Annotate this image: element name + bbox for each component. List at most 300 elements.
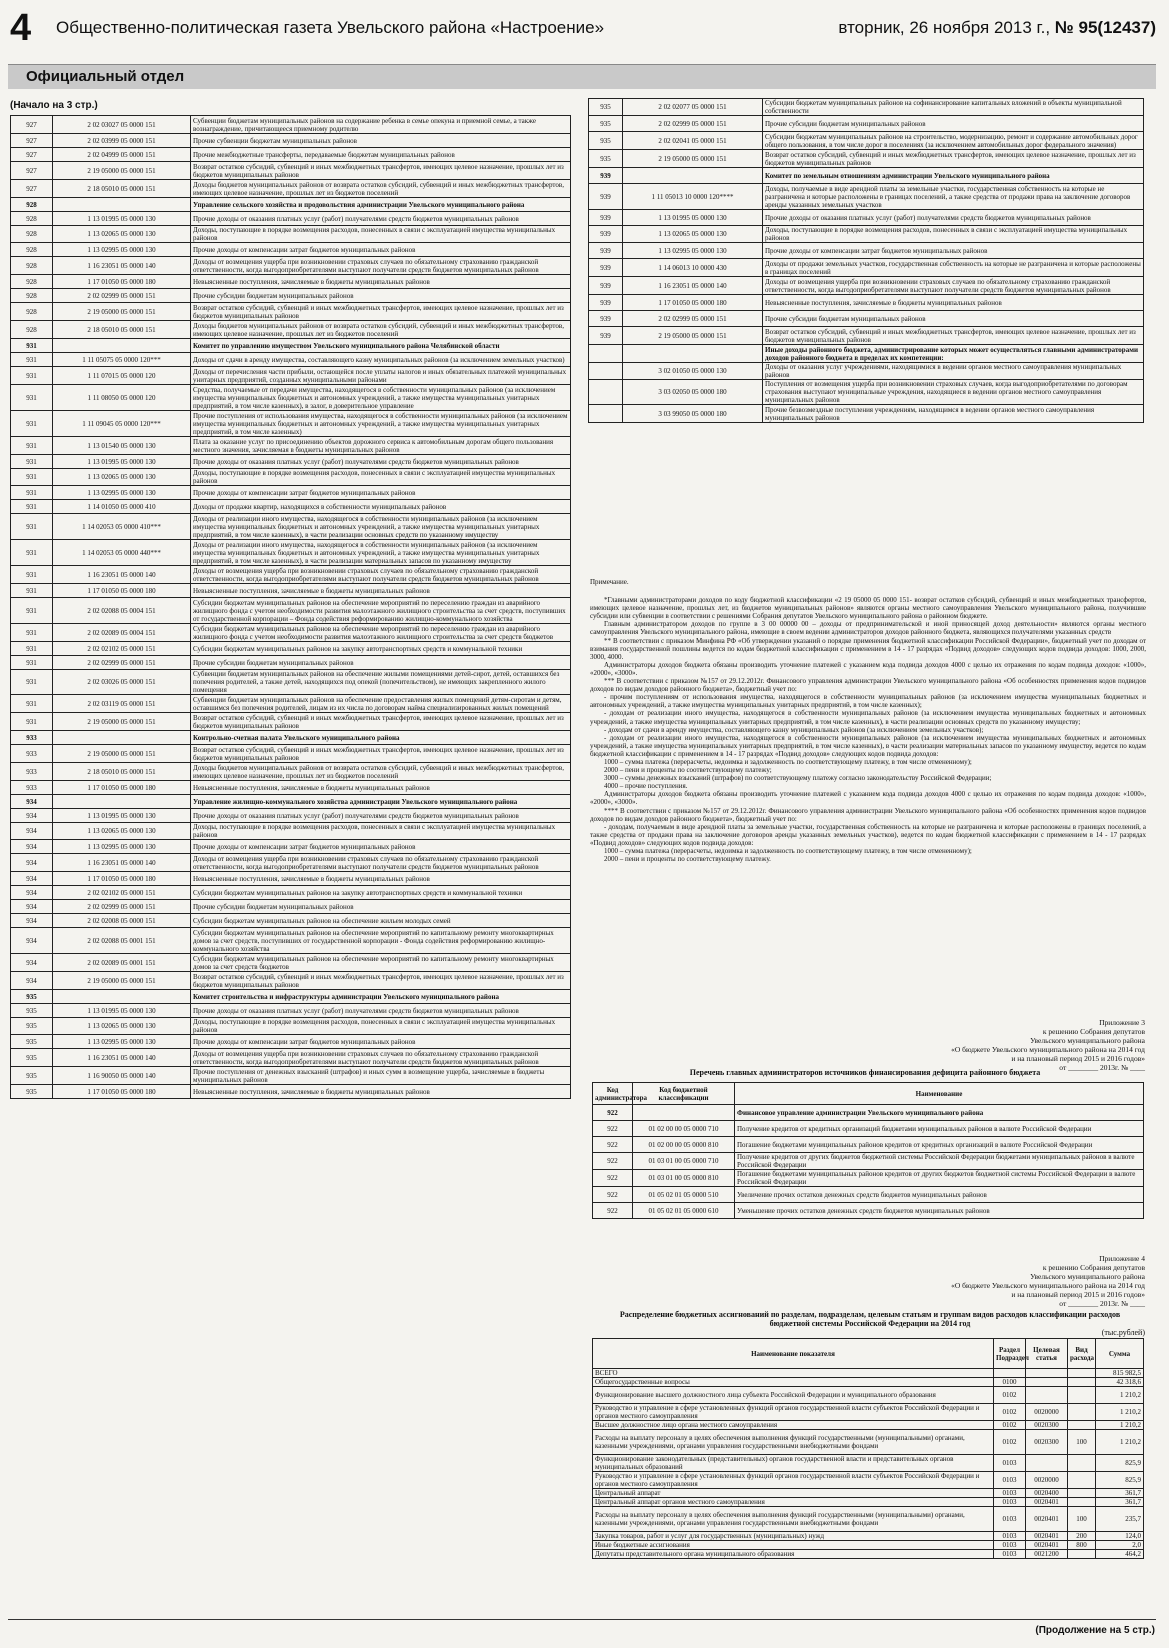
budget-code-cell: 2 18 05010 05 0000 151 xyxy=(53,763,191,781)
admin-code-cell: 931 xyxy=(11,486,53,500)
table-row xyxy=(11,469,571,486)
table-row xyxy=(589,327,1144,345)
newspaper-title: Общественно-политическая газета Увельского района «Настроение» xyxy=(56,18,605,37)
admin-code-cell: 934 xyxy=(11,809,53,823)
budget-code-cell: 2 02 03999 05 0000 151 xyxy=(53,134,191,148)
description-cell: Прочие доходы от компенсации затрат бюджетов муниципальных районов xyxy=(191,840,571,854)
appendix-line: к решению Собрания депутатов xyxy=(1042,1027,1145,1036)
table-row xyxy=(11,212,571,226)
table-row xyxy=(11,148,571,162)
indicator-name-cell: Руководство и управление в сфере установленных функций органов государственной власти субъектов Российской Федерации и органов местного самоуправления xyxy=(593,1404,994,1421)
note-paragraph: *** В соответствии с приказом №157 от 29.12.2012г. Финансового управления администрации Увельского муниципального района «Об особенностях применения кодов подвидов доходов по видам доходов районного бюджета», бюджетный учет по: xyxy=(590,677,1146,694)
table-row xyxy=(11,656,571,670)
table-row xyxy=(11,954,571,972)
budget-code-cell: 1 13 02065 05 0000 130 xyxy=(53,823,191,840)
notes-title: Примечание. xyxy=(590,578,629,586)
admin-code-cell: 931 xyxy=(11,624,53,642)
admin-code-cell: 931 xyxy=(11,598,53,624)
appendix-line: и на плановый период 2015 и 2016 годов» xyxy=(1011,1054,1145,1063)
budget-code-cell: 1 13 01995 05 0000 130 xyxy=(53,1004,191,1018)
section-code-cell: 0103 xyxy=(994,1489,1026,1498)
description-cell: Плата за оказание услуг по присоединению объектов дорожного сервиса к автомобильным дорогам общего пользования местного значения, зачисляемая в бюджеты муниципальных районов xyxy=(191,437,571,455)
admin-code-cell xyxy=(589,345,623,363)
admin-code-cell: 922 xyxy=(593,1137,633,1153)
admin-code-cell: 922 xyxy=(593,1105,633,1121)
description-cell: Субсидии бюджетам муниципальных районов на обеспечение жильем молодых семей xyxy=(191,914,571,928)
table-row xyxy=(11,566,571,584)
description-cell: Доходы от перечисления части прибыли, остающейся после уплаты налогов и иных обязательных платежей муниципальных унитарных предприятий, созданных муниципальными районами xyxy=(191,367,571,385)
budget-code-cell: 2 19 05000 05 0000 151 xyxy=(623,150,763,168)
target-item-cell: 0020401 xyxy=(1026,1507,1068,1532)
description-cell: Прочие доходы от оказания платных услуг (работ) получателями средств бюджетов муниципальных районов xyxy=(191,455,571,469)
description-cell: Доходы, поступающие в порядке возмещения расходов, понесенных в связи с эксплуатацией имущества муниципальных районов xyxy=(191,823,571,840)
note-paragraph: 4000 – прочие поступления. xyxy=(604,782,688,791)
budget-code-cell: 2 02 02089 05 0004 151 xyxy=(53,624,191,642)
description-cell: Невыясненные поступления, зачисляемые в бюджеты муниципальных районов xyxy=(191,872,571,886)
appendix3-title: Перечень главных администраторов источников финансирования дефицита районного бюджета xyxy=(689,1068,1041,1077)
table-row xyxy=(11,321,571,339)
admin-code-cell: 933 xyxy=(11,781,53,795)
indicator-name-cell: Центральный аппарат xyxy=(593,1489,994,1498)
bottom-rule xyxy=(8,1619,1156,1620)
description-cell: Доходы от возмещения ущерба при возникновении страховых случаев по обязательному страхованию гражданской ответственности, когда выгодоприобретателями выступают получатели средств бюджетов муниципальных районов xyxy=(191,1049,571,1067)
income-table-right xyxy=(588,98,1144,423)
column-header: Наименование показателя xyxy=(593,1339,994,1369)
budget-code-cell xyxy=(53,339,191,353)
table-row xyxy=(593,1550,1144,1559)
table-row xyxy=(593,1430,1144,1455)
appendix-line: и на плановый период 2015 и 2016 годов» xyxy=(1011,1290,1145,1299)
description-cell: Прочие субсидии бюджетам муниципальных районов xyxy=(191,289,571,303)
admin-code-cell: 939 xyxy=(589,259,623,277)
section-code-cell: 0103 xyxy=(994,1532,1026,1541)
description-cell: Комитет по управлению имуществом Увельского муниципального района Челябинской области xyxy=(191,339,571,353)
admin-code-cell: 927 xyxy=(11,162,53,180)
description-cell: Субсидии бюджетам муниципальных районов на закупку автотранспортных средств и коммунальной техники xyxy=(191,886,571,900)
admin-code-cell: 931 xyxy=(11,584,53,598)
table-row xyxy=(593,1105,1144,1121)
budget-code-cell: 1 13 01995 05 0000 130 xyxy=(53,809,191,823)
table-row xyxy=(593,1472,1144,1489)
note-paragraph: - доходам от сдачи в аренду имущества, составляющего казну муниципальных районов (за исключением земельных участков); xyxy=(604,725,984,734)
table-row xyxy=(11,1067,571,1085)
description-cell: Доходы от возмещения ущерба при возникновении страховых случаев по обязательному страхованию гражданской ответственности, когда выгодоприобретателями выступают получатели средств бюджетов муниципальных районов xyxy=(191,566,571,584)
description-cell: Доходы от реализации иного имущества, находящегося в собственности муниципальных районов (за исключением имущества муниципальных бюджетных и автономных учреждений, а также имущества муниципальных унитарных предприятий, в том числе казенных), в части реализации материальных запасов по указанному имуществу xyxy=(191,540,571,566)
admin-code-cell: 934 xyxy=(11,928,53,954)
indicator-name-cell: Центральный аппарат органов местного самоуправления xyxy=(593,1498,994,1507)
table-row xyxy=(589,116,1144,132)
section-banner xyxy=(8,64,1156,89)
admin-code-cell: 931 xyxy=(11,695,53,713)
budget-code-cell: 1 13 01540 05 0000 130 xyxy=(53,437,191,455)
table-row xyxy=(11,1004,571,1018)
budget-code-cell: 2 02 02008 05 0000 151 xyxy=(53,914,191,928)
budget-code-cell xyxy=(53,731,191,745)
budget-code-cell: 01 02 00 00 05 0000 710 xyxy=(633,1121,735,1137)
continued-from: (Начало на 3 стр.) xyxy=(10,100,98,111)
admin-code-cell: 935 xyxy=(11,1018,53,1035)
table-row xyxy=(11,809,571,823)
description-cell: Невыясненные поступления, зачисляемые в бюджеты муниципальных районов xyxy=(191,781,571,795)
description-cell: Доходы от возмещения ущерба при возникновении страховых случаев по обязательному страхованию гражданской ответственности, когда выгодоприобретателями выступают получатели средств бюджетов муниципальных районов xyxy=(191,257,571,275)
appendix-line: Приложение 4 xyxy=(1099,1254,1145,1263)
budget-code-cell: 1 17 01050 05 0000 180 xyxy=(53,781,191,795)
note-paragraph: 1000 – сумма платежа (перерасчеты, недоимка и задолженность по соответствующему платежу, в том числе отмененному); xyxy=(604,847,972,855)
budget-code-cell: 1 13 01995 05 0000 130 xyxy=(623,210,763,226)
budget-code-cell: 1 13 02995 05 0000 130 xyxy=(53,1035,191,1049)
table-row xyxy=(593,1378,1144,1387)
description-cell: Субсидии бюджетам муниципальных районов на строительство, модернизацию, ремонт и содержание автомобильных дорог общего пользования, в том числе дорог в поселениях (за исключением автомобильных дорог федерального значения) xyxy=(763,132,1144,150)
admin-code-cell: 931 xyxy=(11,500,53,514)
indicator-name-cell: Функционирование законодательных (представительных) органов государственной власти и представительных органов муниципальных образований xyxy=(593,1455,994,1472)
budget-code-cell: 01 05 02 01 05 0000 510 xyxy=(633,1187,735,1203)
section-code-cell: 0103 xyxy=(994,1472,1026,1489)
admin-code-cell: 935 xyxy=(11,1035,53,1049)
description-cell: Прочие доходы от оказания платных услуг (работ) получателями средств бюджетов муниципальных районов xyxy=(763,210,1144,226)
indicator-name-cell: Иные бюджетные ассигнования xyxy=(593,1541,994,1550)
expense-type-cell xyxy=(1068,1387,1096,1404)
admin-code-cell: 922 xyxy=(593,1187,633,1203)
description-cell: Доходы бюджетов муниципальных районов от возврата остатков субсидий, субвенций и иных межбюджетных трансфертов, имеющих целевое назначение, прошлых лет из бюджетов поселений xyxy=(191,763,571,781)
admin-code-cell: 931 xyxy=(11,353,53,367)
admin-code-cell: 939 xyxy=(589,295,623,311)
column-header: Наименование xyxy=(735,1083,1144,1105)
budget-code-cell: 3 03 02050 05 0000 180 xyxy=(623,380,763,405)
expense-type-cell: 800 xyxy=(1068,1541,1096,1550)
target-item-cell xyxy=(1026,1455,1068,1472)
amount-cell: 124,0 xyxy=(1096,1532,1144,1541)
budget-code-cell: 1 14 01050 05 0000 410 xyxy=(53,500,191,514)
table-row xyxy=(11,180,571,198)
admin-code-cell: 922 xyxy=(593,1121,633,1137)
target-item-cell: 0021200 xyxy=(1026,1550,1068,1559)
appendix-line: «О бюджете Увельского муниципального района на 2014 год xyxy=(951,1281,1145,1290)
table-row xyxy=(593,1455,1144,1472)
appendix4-table xyxy=(592,1338,1144,1559)
admin-code-cell: 931 xyxy=(11,514,53,540)
admin-code-cell: 927 xyxy=(11,180,53,198)
admin-code-cell: 928 xyxy=(11,226,53,243)
table-row xyxy=(593,1187,1144,1203)
section-code-cell: 0102 xyxy=(994,1421,1026,1430)
table-row xyxy=(11,486,571,500)
description-cell: Доходы от оказания услуг учреждениями, находящимися в ведении органов местного самоуправления муниципальных районов xyxy=(763,363,1144,380)
admin-code-cell: 922 xyxy=(593,1170,633,1187)
budget-code-cell xyxy=(53,795,191,809)
budget-code-cell: 2 19 05000 05 0000 151 xyxy=(53,303,191,321)
admin-code-cell: 934 xyxy=(11,840,53,854)
section-code-cell: 0100 xyxy=(994,1378,1026,1387)
table-row xyxy=(11,411,571,437)
admin-code-cell: 939 xyxy=(589,184,623,210)
target-item-cell: 0020000 xyxy=(1026,1404,1068,1421)
table-row xyxy=(11,713,571,731)
amount-cell: 1 210,2 xyxy=(1096,1421,1144,1430)
expense-type-cell xyxy=(1068,1421,1096,1430)
budget-code-cell: 2 18 05010 05 0000 151 xyxy=(53,180,191,198)
table-row xyxy=(593,1170,1144,1187)
description-cell: Доходы от продажи квартир, находящихся в собственности муниципальных районов xyxy=(191,500,571,514)
description-cell: Прочие субсидии бюджетам муниципальных районов xyxy=(763,116,1144,132)
table-row xyxy=(589,345,1144,363)
table-row xyxy=(11,795,571,809)
table-row xyxy=(11,886,571,900)
table-row xyxy=(589,168,1144,184)
expense-type-cell xyxy=(1068,1472,1096,1489)
page-number: 4 xyxy=(10,7,32,49)
amount-cell: 815 982,5 xyxy=(1096,1369,1144,1378)
budget-code-cell: 1 13 02065 05 0000 130 xyxy=(53,1018,191,1035)
section-code-cell xyxy=(994,1369,1026,1378)
table-row xyxy=(11,731,571,745)
section-code-cell: 0103 xyxy=(994,1541,1026,1550)
admin-code-cell: 939 xyxy=(589,226,623,243)
budget-code-cell: 2 19 05000 05 0000 151 xyxy=(53,745,191,763)
table-row xyxy=(11,1085,571,1099)
indicator-name-cell: Функционирование высшего должностного лица субъекта Российской Федерации и муниципального образования xyxy=(593,1387,994,1404)
description-cell: Доходы от возмещения ущерба при возникновении страховых случаев по обязательному страхованию гражданской ответственности, когда выгодоприобретателями выступают получатели средств бюджетов муниципальных районов xyxy=(763,277,1144,295)
admin-code-cell: 939 xyxy=(589,311,623,327)
table-row xyxy=(11,624,571,642)
table-row xyxy=(593,1421,1144,1430)
budget-code-cell: 3 03 99050 05 0000 180 xyxy=(623,405,763,423)
admin-code-cell: 939 xyxy=(589,327,623,345)
table-row xyxy=(593,1404,1144,1421)
description-cell: Доходы, получаемые в виде арендной платы за земельные участки, государственная собственность на которые не разграничена и которые расположены в границах поселений, а также средства от продажи права на заключение договоров аренды указанных земельных участков xyxy=(763,184,1144,210)
budget-code-cell: 2 02 03027 05 0000 151 xyxy=(53,116,191,134)
admin-code-cell: 931 xyxy=(11,642,53,656)
description-cell: Субсидии бюджетам муниципальных районов на софинансирование капитальных вложений в объекты муниципальной собственности xyxy=(763,99,1144,116)
description-cell: Субвенции бюджетам муниципальных районов на обеспечение жилыми помещениями детей-сирот, детей, оставшихся без попечения родителей, а также детей, находящихся под опекой (попечительством), не имеющих закрепленного жилого помещения xyxy=(191,670,571,695)
table-row xyxy=(589,150,1144,168)
notes-block xyxy=(590,578,1146,863)
description-cell: Субсидии бюджетам муниципальных районов на обеспечение мероприятий по капитальному ремонту многоквартирных домов за счет средств бюджетов xyxy=(191,954,571,972)
expense-type-cell xyxy=(1068,1489,1096,1498)
description-cell: Невыясненные поступления, зачисляемые в бюджеты муниципальных районов xyxy=(763,295,1144,311)
budget-code-cell: 01 02 00 00 05 0000 810 xyxy=(633,1137,735,1153)
column-header: Раздел Подраздел xyxy=(994,1339,1026,1369)
description-cell: Прочие поступления от использования имущества, находящегося в собственности муниципальных районов (за исключением имущества муниципальных бюджетных и автономных учреждений, а также имущества муниципальных унитарных предприятий, в том числе казенных) xyxy=(191,411,571,437)
budget-code-cell: 2 02 02089 05 0001 151 xyxy=(53,954,191,972)
description-cell: Субсидии бюджетам муниципальных районов на обеспечение мероприятий по переселению граждан из аварийного жилищного фонда с учетом необходимости развития малоэтажного жилищного строительства за счет средств, поступивших от государственной корпорации – Фонда содействия реформированию жилищно-коммунального хозяйства xyxy=(191,598,571,624)
appendix-line: Приложение 3 xyxy=(1099,1018,1145,1027)
table-row xyxy=(11,1035,571,1049)
note-paragraph: Главным администратором доходов по группе в 3 00 00000 00 – доходы от предпринимательской и иной приносящей доход деятельности» являются органы местного самоуправления Увельского муниципального района, имеющие в своем ведении администраторов доходов районного бюджета, являющихся получателями указанных средств xyxy=(590,620,1146,637)
expense-type-cell xyxy=(1068,1378,1096,1387)
admin-code-cell: 928 xyxy=(11,275,53,289)
description-cell: Доходы от возмещения ущерба при возникновении страховых случаев по обязательному страхованию гражданской ответственности, когда выгодоприобретателями выступают получатели средств бюджетов муниципальных районов xyxy=(191,854,571,872)
description-cell: Управление сельского хозяйства и продовольствия администрации Увельского муниципального района xyxy=(191,198,571,212)
description-cell: Погашение бюджетами муниципальных районов кредитов от других бюджетов бюджетной системы Российской Федерации в валюте Российской Федерации xyxy=(735,1170,1144,1187)
note-paragraph: - доходам от реализации иного имущества, находящегося в собственности муниципальных районов (за исключением имущества муниципальных бюджетных и автономных учреждений, а также имущества муниципальных унитарных предприятий, в том числе казенных), в части реализации основных средств по указанному имуществу; xyxy=(590,709,1146,726)
admin-code-cell: 931 xyxy=(11,540,53,566)
note-paragraph: 2000 – пени и проценты по соответствующему платежу; xyxy=(604,766,772,775)
description-cell: Доходы, поступающие в порядке возмещения расходов, понесенных в связи с эксплуатацией имущества муниципальных районов xyxy=(191,469,571,486)
note-paragraph: 3000 – суммы денежных взысканий (штрафов) по соответствующему платежу согласно законодательству Российской Федерации; xyxy=(604,774,992,783)
amount-cell: 235,7 xyxy=(1096,1507,1144,1532)
table-row xyxy=(11,303,571,321)
table-row xyxy=(593,1498,1144,1507)
table-row xyxy=(11,1018,571,1035)
budget-code-cell: 1 16 23051 05 0000 140 xyxy=(53,854,191,872)
table-row xyxy=(589,259,1144,277)
note-paragraph: - доходам, получаемым в виде арендной платы за земельные участки, государственная собственность на которые не разграничена и которые расположены в границах поселений, а также средства от продажи права на заключение договоров аренды указанных земельных участков), ведется по кодам бюджетной классификации с применением в 14 - 17 разрядах «Подвид доходов» следующих кодов подвида доходов: xyxy=(590,822,1146,847)
table-row xyxy=(589,311,1144,327)
table-row xyxy=(11,872,571,886)
admin-code-cell: 934 xyxy=(11,954,53,972)
admin-code-cell: 931 xyxy=(11,469,53,486)
budget-code-cell: 2 19 05000 05 0000 151 xyxy=(623,327,763,345)
indicator-name-cell: ВСЕГО xyxy=(593,1369,994,1378)
description-cell: Комитет по земельным отношениям администрации Увельского муниципального района xyxy=(763,168,1144,184)
appendix3-heading xyxy=(951,1018,1145,1072)
table-row xyxy=(11,990,571,1004)
description-cell: Уменьшение прочих остатков денежных средств бюджетов муниципальных районов xyxy=(735,1203,1144,1219)
admin-code-cell: 931 xyxy=(11,367,53,385)
admin-code-cell: 935 xyxy=(11,1085,53,1099)
admin-code-cell: 934 xyxy=(11,854,53,872)
description-cell: Прочие безвозмездные поступления учреждениям, находящимся в ведении органов местного самоуправления муниципальных районов xyxy=(763,405,1144,423)
admin-code-cell: 939 xyxy=(589,277,623,295)
table-row xyxy=(593,1203,1144,1219)
description-cell: Возврат остатков субсидий, субвенций и иных межбюджетных трансфертов, имеющих целевое назначение, прошлых лет из бюджетов муниципальных районов xyxy=(191,303,571,321)
target-item-cell: 0020400 xyxy=(1026,1489,1068,1498)
budget-code-cell: 2 18 05010 05 0000 151 xyxy=(53,321,191,339)
appendix-line: Увельского муниципального района xyxy=(1030,1272,1145,1281)
appendix-line: от ________ 2013г. № ____ xyxy=(1059,1063,1145,1072)
budget-code-cell: 2 02 02102 05 0000 151 xyxy=(53,886,191,900)
budget-code-cell: 1 16 23051 05 0000 140 xyxy=(53,257,191,275)
table-row xyxy=(11,745,571,763)
expense-type-cell: 100 xyxy=(1068,1507,1096,1532)
column-header: Код администратора xyxy=(593,1083,633,1105)
table-row xyxy=(593,1489,1144,1498)
table-row xyxy=(11,514,571,540)
table-row xyxy=(11,116,571,134)
amount-cell: 42 318,6 xyxy=(1096,1378,1144,1387)
table-row xyxy=(589,99,1144,116)
budget-code-cell: 1 11 07015 05 0000 120 xyxy=(53,367,191,385)
expense-type-cell xyxy=(1068,1550,1096,1559)
admin-code-cell: 922 xyxy=(593,1153,633,1170)
budget-code-cell: 2 02 02999 05 0000 151 xyxy=(623,311,763,327)
budget-code-cell: 1 16 23051 05 0000 140 xyxy=(53,1049,191,1067)
admin-code-cell: 935 xyxy=(11,1049,53,1067)
budget-code-cell: 2 02 02077 05 0000 151 xyxy=(623,99,763,116)
units-label: (тыс.рублей) xyxy=(1101,1328,1145,1337)
description-cell: Доходы, поступающие в порядке возмещения расходов, понесенных в связи с эксплуатацией имущества муниципальных районов xyxy=(191,1018,571,1035)
table-row xyxy=(11,598,571,624)
budget-code-cell: 1 14 06013 10 0000 430 xyxy=(623,259,763,277)
section-code-cell: 0102 xyxy=(994,1404,1026,1421)
description-cell: Доходы от реализации иного имущества, находящегося в собственности муниципальных районов (за исключением имущества муниципальных бюджетных и автономных учреждений, а также имущества муниципальных унитарных предприятий, в том числе казенных), в части реализации основных средств по указанному имуществу xyxy=(191,514,571,540)
admin-code-cell: 939 xyxy=(589,243,623,259)
target-item-cell xyxy=(1026,1387,1068,1404)
appendix4-title: Распределение бюджетных ассигнований по разделам, подразделам, целевым статьям и группам видов расходов классификации расходов бюджетной системы Российской Федерации на 2014 год xyxy=(619,1310,1121,1328)
description-cell: Прочие доходы от компенсации затрат бюджетов муниципальных районов xyxy=(191,486,571,500)
table-row xyxy=(589,243,1144,259)
table-row xyxy=(11,763,571,781)
table-row xyxy=(11,198,571,212)
budget-code-cell: 2 02 03026 05 0000 151 xyxy=(53,670,191,695)
target-item-cell: 0020000 xyxy=(1026,1472,1068,1489)
description-cell: Контрольно-счетная палата Увельского муниципального района xyxy=(191,731,571,745)
budget-code-cell: 1 17 01050 05 0000 180 xyxy=(623,295,763,311)
description-cell: Прочие доходы от оказания платных услуг (работ) получателями средств бюджетов муниципальных районов xyxy=(191,212,571,226)
continued-to: (Продолжение на 5 стр.) xyxy=(1035,1625,1155,1636)
expense-type-cell xyxy=(1068,1455,1096,1472)
admin-code-cell: 934 xyxy=(11,823,53,840)
description-cell: Поступления от возмещения ущерба при возникновении страховых случаев, когда выгодоприобретателями по договорам страхования выступают муниципальные учреждения, находящиеся в ведении органов местного самоуправления муниципальных районов xyxy=(763,380,1144,405)
budget-code-cell: 1 14 02053 05 0000 410*** xyxy=(53,514,191,540)
amount-cell: 464,2 xyxy=(1096,1550,1144,1559)
description-cell: Невыясненные поступления, зачисляемые в бюджеты муниципальных районов xyxy=(191,584,571,598)
admin-code-cell: 934 xyxy=(11,900,53,914)
amount-cell: 2,0 xyxy=(1096,1541,1144,1550)
table-row xyxy=(11,584,571,598)
admin-code-cell xyxy=(589,363,623,380)
admin-code-cell: 933 xyxy=(11,745,53,763)
description-cell: Погашение бюджетами муниципальных районов кредитов от кредитных организаций в валюте Российской Федерации xyxy=(735,1137,1144,1153)
admin-code-cell: 939 xyxy=(589,168,623,184)
admin-code-cell: 939 xyxy=(589,210,623,226)
admin-code-cell: 934 xyxy=(11,914,53,928)
admin-code-cell: 935 xyxy=(11,1004,53,1018)
table-row xyxy=(11,134,571,148)
description-cell: Прочие доходы от компенсации затрат бюджетов муниципальных районов xyxy=(191,243,571,257)
issue-date xyxy=(838,18,1156,38)
budget-code-cell: 2 02 03119 05 0000 151 xyxy=(53,695,191,713)
admin-code-cell: 928 xyxy=(11,289,53,303)
description-cell: Средства, получаемые от передачи имущества, находящегося в собственности муниципальных районов (за исключением имущества муниципальных бюджетных и автономных учреждений, а также имущества муниципальных унитарных предприятий, в том числе казенных), в залог, в доверительное управление xyxy=(191,385,571,411)
target-item-cell: 0020300 xyxy=(1026,1421,1068,1430)
admin-code-cell: 928 xyxy=(11,198,53,212)
description-cell: Прочие субвенции бюджетам муниципальных районов xyxy=(191,134,571,148)
budget-code-cell: 1 11 08050 05 0000 120 xyxy=(53,385,191,411)
description-cell: Доходы, поступающие в порядке возмещения расходов, понесенных в связи с эксплуатацией имущества муниципальных районов xyxy=(763,226,1144,243)
description-cell: Возврат остатков субсидий, субвенций и иных межбюджетных трансфертов, имеющих целевое назначение, прошлых лет из бюджетов муниципальных районов xyxy=(763,327,1144,345)
note-paragraph: - прочим поступлениям от использования имущества, находящегося в собственности муниципальных районов (за исключением имущества муниципальных бюджетных и автономных учреждений, а также имущества муниципальных унитарных предприятий, в том числе казенных); xyxy=(590,693,1146,710)
target-item-cell: 0020401 xyxy=(1026,1541,1068,1550)
table-row xyxy=(11,781,571,795)
description-cell: Доходы, поступающие в порядке возмещения расходов, понесенных в связи с эксплуатацией имущества муниципальных районов xyxy=(191,226,571,243)
admin-code-cell: 934 xyxy=(11,795,53,809)
budget-code-cell: 1 17 01050 05 0000 180 xyxy=(53,584,191,598)
admin-code-cell: 922 xyxy=(593,1203,633,1219)
table-row xyxy=(11,243,571,257)
expense-type-cell xyxy=(1068,1498,1096,1507)
appendix-line: к решению Собрания депутатов xyxy=(1042,1263,1145,1272)
budget-code-cell: 1 11 05013 10 0000 120**** xyxy=(623,184,763,210)
indicator-name-cell: Высшее должностное лицо органа местного самоуправления xyxy=(593,1421,994,1430)
table-row xyxy=(11,1049,571,1067)
table-row xyxy=(11,385,571,411)
budget-code-cell: 1 17 01050 05 0000 180 xyxy=(53,1085,191,1099)
amount-cell: 1 210,2 xyxy=(1096,1404,1144,1421)
indicator-name-cell: Расходы на выплату персоналу в целях обеспечения выполнения функций государственными (муниципальными) органами, казенными учреждениями, органами управления государственными внебюджетными фондами xyxy=(593,1507,994,1532)
admin-code-cell: 933 xyxy=(11,763,53,781)
budget-code-cell: 01 03 01 00 05 0000 810 xyxy=(633,1170,735,1187)
description-cell: Получение кредитов от кредитных организаций бюджетами муниципальных районов в валюте Российской Федерации xyxy=(735,1121,1144,1137)
budget-code-cell: 1 11 05075 05 0000 120*** xyxy=(53,353,191,367)
description-cell: Возврат остатков субсидий, субвенций и иных межбюджетных трансфертов, имеющих целевое назначение, прошлых лет из бюджетов муниципальных районов xyxy=(191,972,571,990)
section-code-cell: 0103 xyxy=(994,1455,1026,1472)
description-cell: Возврат остатков субсидий, субвенций и иных межбюджетных трансфертов, имеющих целевое назначение, прошлых лет из бюджетов муниципальных районов xyxy=(191,713,571,731)
appendix3-table xyxy=(592,1082,1144,1219)
description-cell: Доходы от продажи земельных участков, государственная собственность на которые не разграничена и которые расположены в границах поселений xyxy=(763,259,1144,277)
table-row xyxy=(11,695,571,713)
admin-code-cell xyxy=(589,380,623,405)
